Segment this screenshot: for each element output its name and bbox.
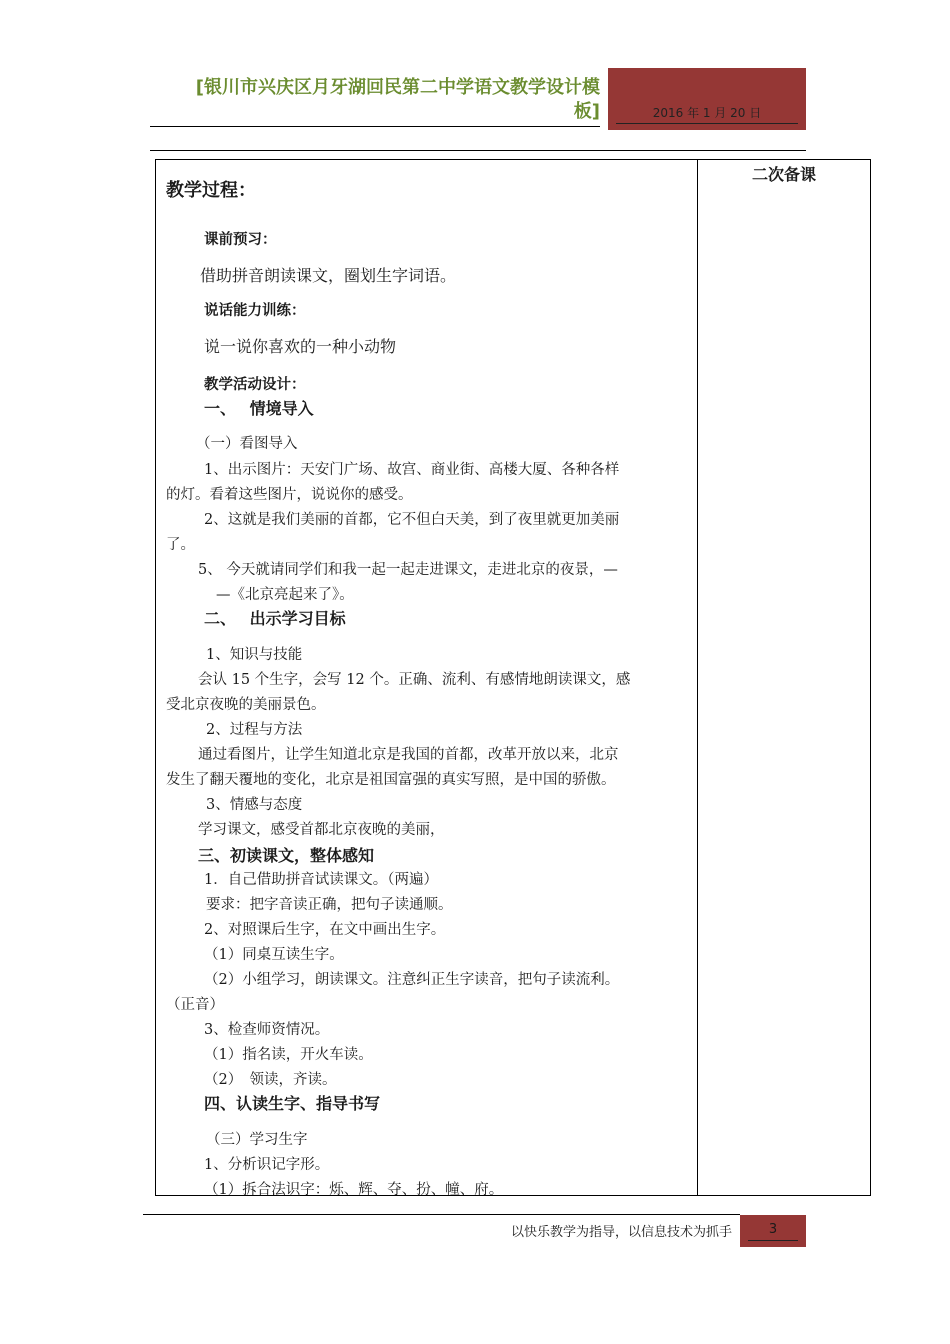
- text-line: （正音）: [166, 997, 224, 1013]
- text-line: 3、情感与态度: [206, 797, 303, 813]
- text-line: （1）同桌互读生字。: [204, 947, 344, 963]
- text-line: （2） 领读，齐读。: [204, 1072, 337, 1088]
- heading-four: 四、认读生字、指导书写: [204, 1094, 381, 1113]
- text-line: 1、分析识记字形。: [204, 1157, 330, 1173]
- header-rule-bottom: [150, 150, 806, 151]
- footer-slogan: 以快乐教学为指导，以信息技术为抓手: [510, 1225, 732, 1240]
- subheading-activity: 教学活动设计：: [204, 377, 306, 393]
- text-line: 学习课文，感受首都北京夜晚的美丽，: [198, 822, 445, 838]
- header-title-line1: [银川市兴庆区月牙湖回民第二中学语文教学设计模: [195, 77, 600, 98]
- subheading-speaking: 说话能力训练：: [204, 303, 306, 319]
- text-line: （三）学习生字: [206, 1132, 308, 1148]
- text-line: 借助拼音朗读课文，圈划生字词语。: [200, 266, 457, 285]
- subheading-preview: 课前预习：: [204, 232, 277, 248]
- second-preparation-label: 二次备课: [751, 165, 816, 184]
- page-number: 3: [768, 1222, 778, 1237]
- page-number-underline: [748, 1240, 798, 1241]
- text-line: 说一说你喜欢的一种小动物: [204, 337, 397, 356]
- text-line: 3、检查师资情况。: [204, 1022, 330, 1038]
- text-line: 受北京夜晚的美丽景色。: [166, 697, 326, 713]
- text-line: 通过看图片，让学生知道北京是我国的首都，改革开放以来，北京: [198, 747, 619, 763]
- text-line: 1、知识与技能: [206, 647, 303, 663]
- text-line: 要求：把字音读正确，把句子读通顺。: [206, 897, 453, 913]
- header-date-underline: [616, 123, 798, 124]
- header-rule-top: [150, 126, 600, 127]
- table-column-divider: [697, 159, 698, 1196]
- text-line: 2、对照课后生字，在文中画出生字。: [204, 922, 446, 938]
- text-line: —《北京亮起来了》。: [216, 587, 354, 603]
- footer-rule: [143, 1214, 740, 1215]
- text-line: 1、出示图片：天安门广场、故宫、商业街、高楼大厦、各种各样: [204, 462, 620, 478]
- text-line: 1．自己借助拼音试读课文。（两遍）: [204, 872, 438, 888]
- text-line: 5、 今天就请同学们和我一起一起走进课文，走进北京的夜景，—: [198, 562, 618, 578]
- text-line: 发生了翻天覆地的变化，北京是祖国富强的真实写照，是中国的骄傲。: [166, 772, 616, 788]
- header-date: 2016 年 1 月 20 日: [652, 106, 762, 120]
- text-line: 的灯。看着这些图片，说说你的感受。: [166, 487, 413, 503]
- header-title-line2: 板]: [573, 101, 600, 122]
- text-line: （1）指名读，开火车读。: [204, 1047, 373, 1063]
- heading-one: 一、 情境导入: [204, 399, 314, 418]
- heading-three: 三、初读课文，整体感知: [198, 846, 375, 865]
- text-line: （一）看图导入: [196, 436, 298, 452]
- section-heading-process: 教学过程：: [166, 180, 256, 201]
- header-title: [150, 76, 600, 124]
- heading-two: 二、 出示学习目标: [204, 609, 346, 628]
- text-line: 2、这就是我们美丽的首都，它不但白天美，到了夜里就更加美丽: [204, 512, 620, 528]
- text-line: （2）小组学习，朗读课文。注意纠正生字读音，把句子读流利。: [204, 972, 620, 988]
- text-line: （1）拆合法识字：烁、辉、夺、扮、幢、府。: [204, 1182, 504, 1198]
- text-line: 会认 15 个生字，会写 12 个。正确、流利、有感情地朗读课文，感: [198, 672, 631, 688]
- text-line: 2、过程与方法: [206, 722, 303, 738]
- text-line: 了。: [166, 537, 195, 553]
